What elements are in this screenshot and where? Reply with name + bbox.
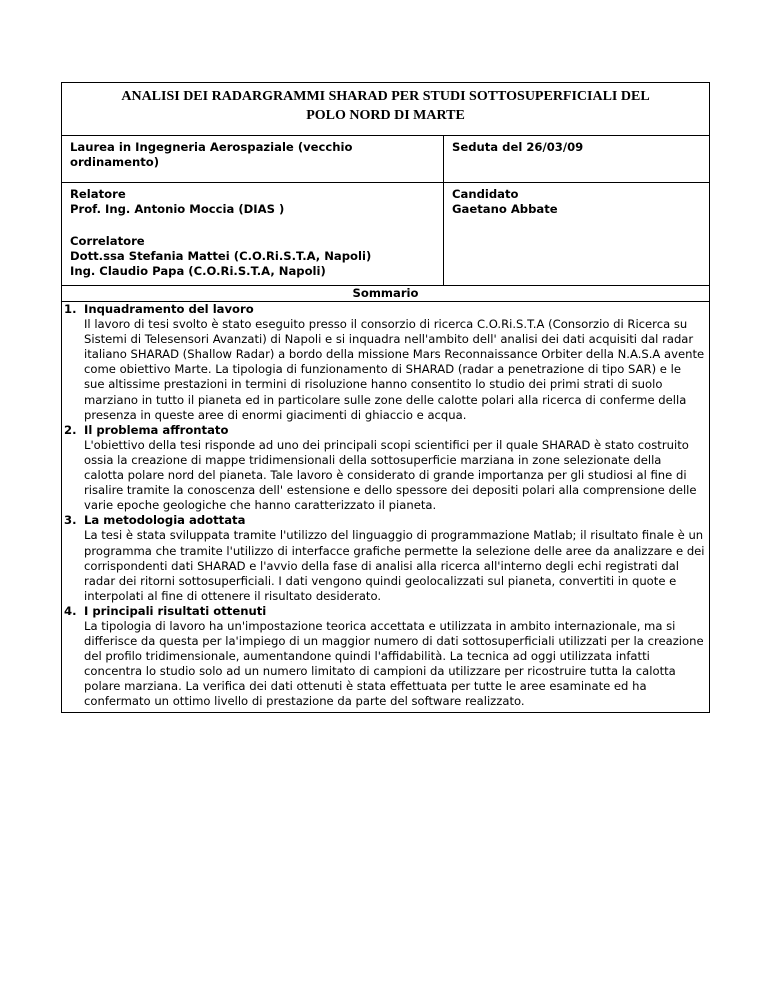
session-date: Seduta del 26/03/09 — [452, 140, 584, 154]
summary-heading: Sommario — [62, 286, 710, 302]
title-line-1: ANALISI DEI RADARGRAMMI SHARAD PER STUDI SOTTOSUPERFICIALI DEL — [121, 89, 650, 104]
section-text: La tipologia di lavoro ha un'impostazione teorica accettata e utilizzata in ambito internazionale, ma si differisce da questa per la'impiego di un maggior numero di dati sottosuperficiali utilizzati per la creazione del profilo tridimensionale, aumentandone quindi l'affidabilità. La tecnica ad oggi utilizzata infatti concentra lo studio solo ad un numero limitato di campioni da utilizzare per ricostruire tutta la calotta polare marziana. La verifica dei dati ottenuti è stata effettuata per tutte le aree esaminate ed ha confermato un ottimo livello di prestazione da parte del software realizzato. — [84, 618, 704, 709]
section-title: Il problema affrontato — [84, 422, 229, 437]
supervisors-cell — [62, 183, 444, 286]
section-title: Inquadramento del lavoro — [84, 302, 254, 316]
summary-sections — [64, 302, 705, 710]
degree-text: Laurea in Ingegneria Aerospaziale (vecchio ordinamento) — [70, 140, 353, 169]
candidate-cell — [444, 183, 710, 286]
title-line-2: POLO NORD DI MARTE — [306, 108, 465, 123]
section-number: 2. — [64, 422, 77, 437]
document-title — [62, 83, 710, 136]
section-text: Il lavoro di tesi svolto è stato eseguito presso il consorzio di ricerca C.O.Ri.S.T.A (Consorzio di Ricerca su Sistemi di Telesensori Avanzati) di Napoli e si inquadra nell'ambito dell' analisi dei dati acquisiti dal radar italiano SHARAD (Shallow Radar) a bordo della missione Mars Reconnaissance Orbiter della N.A.S.A avente come obiettivo Marte. La tipologia di funzionamento di SHARAD (radar a penetrazione di tipo SAR) e le sue altissime prestazioni in termini di risoluzione hanno consentito lo studio dei primi strati di suolo marziano in tutto il pianeta ed in particolare sulle zone delle calotte polari alla ricerca di conferme della presenza in queste aree di enormi giacimenti di ghiaccio e acqua. — [84, 317, 705, 422]
section-number: 4. — [64, 603, 77, 618]
degree-cell — [62, 136, 444, 183]
section-text: L'obiettivo della tesi risponde ad uno dei principali scopi scientifici per il quale SHARAD è stato costruito ossia la creazione di mappe tridimensionali della sottosuperficie marziana in zone selezionate della calotta polare nord del pianeta. Tale lavoro è considerato di grande importanza per gli studiosi al fine di risalire tramite la conoscenza dell' estensione e dello spessore dei depositi polari alla comprensione delle varie epoche geologiche che hanno caratterizzato il pianeta. — [84, 437, 697, 513]
relatore-label: Relatore — [70, 187, 126, 201]
section-number: 1. — [64, 302, 77, 316]
thesis-summary-document — [61, 82, 709, 713]
section-item — [64, 604, 705, 710]
correlatore-label: Correlatore — [70, 234, 145, 248]
correlatore-name-2: Ing. Claudio Papa (C.O.Ri.S.T.A, Napoli) — [70, 264, 326, 278]
relatore-name: Prof. Ing. Antonio Moccia (DIAS ) — [70, 202, 285, 216]
section-text: La tesi è stata sviluppata tramite l'utilizzo del linguaggio di programmazione Matlab; il risultato finale è un programma che tramite l'utilizzo di interfacce grafiche permette la selezione delle aree da analizzare e dei corrispondenti dati SHARAD e l'avvio della fase di analisi alla ricerca all'interno degli echi registrati dal radar dei ritorni sottosuperficiali. I dati vengono quindi geolocalizzati sul pianeta, convertiti in quote e interpolati al fine di ottenere il risultato desiderato. — [84, 528, 705, 603]
section-item — [64, 423, 705, 514]
session-cell — [444, 136, 710, 183]
section-item — [64, 302, 705, 423]
summary-body — [62, 302, 710, 713]
summary-table — [61, 82, 710, 713]
candidato-name: Gaetano Abbate — [452, 202, 558, 216]
section-number: 3. — [64, 513, 77, 528]
section-item — [64, 513, 705, 604]
section-title: I principali risultati ottenuti — [84, 603, 267, 618]
candidato-label: Candidato — [452, 187, 519, 201]
section-title: La metodologia adottata — [84, 513, 246, 528]
correlatore-name-1: Dott.ssa Stefania Mattei (C.O.Ri.S.T.A, Napoli) — [70, 249, 372, 263]
